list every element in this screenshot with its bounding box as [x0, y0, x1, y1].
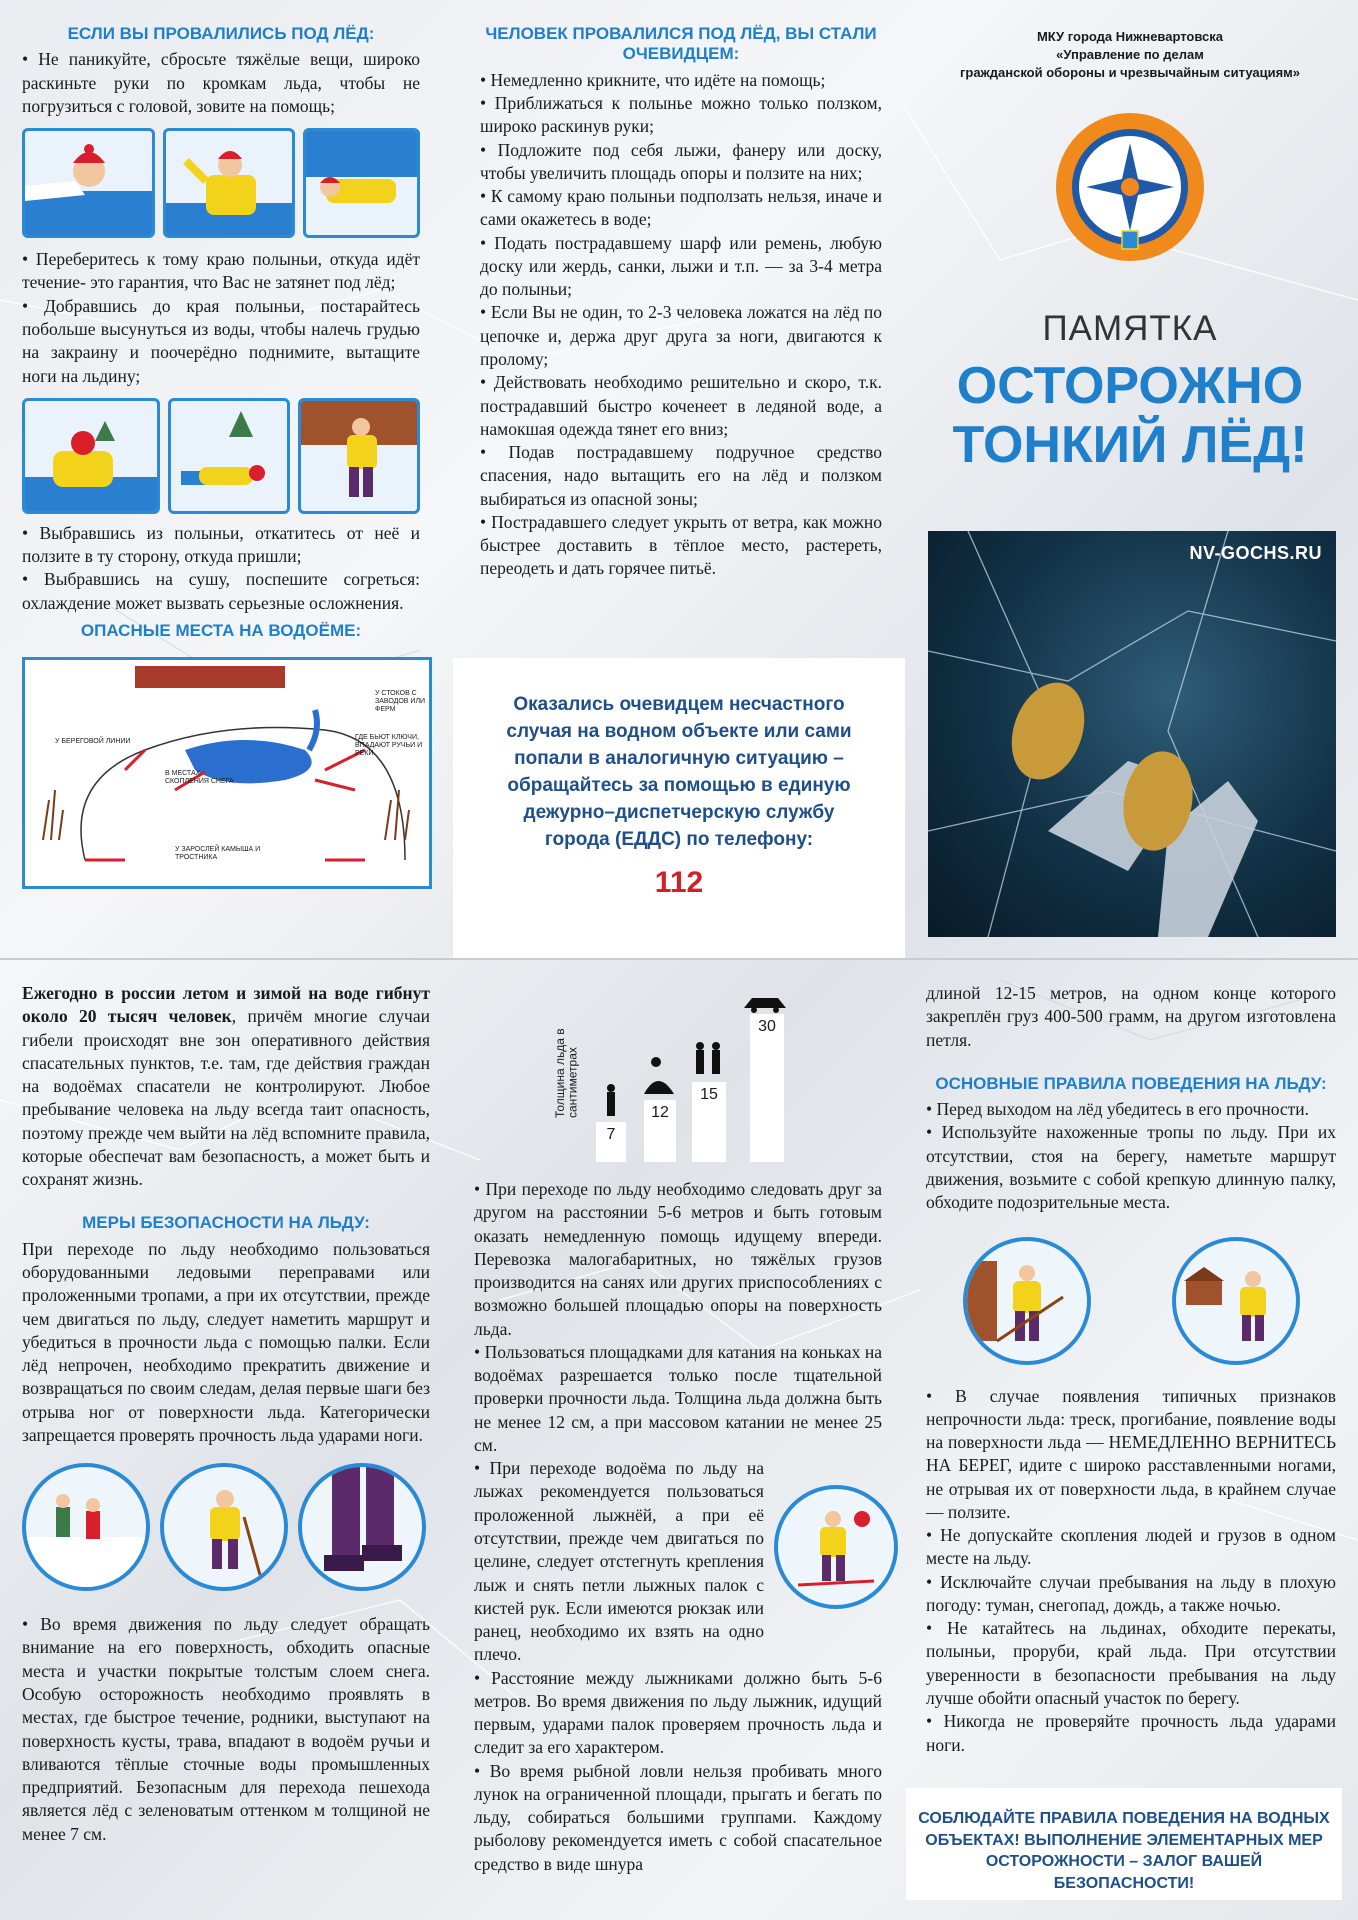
illustration-row-2 — [22, 398, 420, 514]
cover-photo — [928, 531, 1336, 937]
heading-basic-rules: ОСНОВНЫЕ ПРАВИЛА ПОВЕДЕНИЯ НА ЛЬДУ: — [935, 1073, 1327, 1093]
text-no-kicking: • Никогда не проверяйте прочность льда ударами ноги. — [926, 1711, 1336, 1755]
witness-item: • Подать пострадавшему шарф или ремень, любую доску или жердь, санки, лыжи и т.п. — за 3-4 метра до полыньи; — [480, 232, 882, 300]
illustration-lying-on-ice — [303, 128, 420, 238]
heading-dangerous-places: ОПАСНЫЕ МЕСТА НА ВОДОЁМЕ: — [80, 620, 362, 640]
illustration-crawling-away — [168, 398, 290, 514]
illustration-row-4 — [926, 1237, 1336, 1365]
text-skiing: • При переходе водоёма по льду на лыжах рекомендуется пользоваться проложенной лыжнёй, а при её отсутствии, прежде чем двигаться по целине, следует отстегнуть крепления лыж и снять петли лыжных палок с кистей рук. Если имеются рюкзак или ранец, необходимо их взять на одно плечо. — [474, 1458, 764, 1665]
text-skier-distance: • Расстояние между лыжниками должно быть 5-6 метров. Во время движения по льду лыжник, идущий первым, ударами палок проверяем прочность льда и следит за его характером. — [474, 1667, 882, 1758]
org-line-3: гражданской обороны и чрезвычайным ситуациям» — [959, 65, 1301, 81]
heading-witness: ЧЕЛОВЕК ПРОВАЛИЛСЯ ПОД ЛЁД, ВЫ СТАЛИ ОЧЕВИДЦЕМ: — [485, 24, 877, 64]
bar-30-label: 30 — [758, 1018, 776, 1035]
intro-rest: , причём многие случаи гибели происходят вне зон оперативного действия спасательных пунктов, т.е. там, где действия граждан на водоёмах спасатели не контролируют. Любое пребывание человека на льду всегда таит опасность, поэтому прежде чем выйти на лёд вспомните правила, которые обеспечат вам безопасность, а может быть и сохранят жизнь. — [22, 1006, 430, 1190]
illustration-skier — [774, 1485, 898, 1609]
text-check-strength: • Перед выходом на лёд убедитесь в его прочности. — [926, 1099, 1310, 1120]
text-crossing-rules: При переходе по льду необходимо пользоваться оборудованными ледовыми переправами или проложенными тропами, а при их отсутствии, прежде чем двигаться по льду, следует наметить маршрут и убедиться в прочности льда с помощью палки. Если лёд непрочен, необходимо прекратить движение и возвращаться по своим следам, делая первые шаги без отрыва ног от поверхности льда. Категорически запрещается проверять прочность льда ударами ноги. — [22, 1238, 430, 1445]
text-get-warm: • Выбравшись на сушу, поспешите согреться: охлаждение может вызвать серьезные осложнения. — [22, 569, 420, 613]
map-label-drains: У СТОКОВ С ЗАВОДОВ ИЛИ ФЕРМ — [375, 690, 426, 713]
illustration-arms-spread — [163, 128, 296, 238]
map-dangerous-places — [22, 657, 432, 889]
illustration-legs-closeup — [298, 1463, 426, 1591]
heading-safety-measures: МЕРЫ БЕЗОПАСНОСТИ НА ЛЬДУ: — [82, 1213, 370, 1233]
map-label-springs: ГДЕ БЬЮТ КЛЮЧИ, ВПАДАЮТ РУЧЬИ И РЕКИ — [355, 734, 423, 757]
footer-box — [906, 1788, 1342, 1900]
witness-item: • Немедленно крикните, что идёте на помощь; — [480, 69, 826, 90]
illustration-walking-to-shore — [298, 398, 420, 514]
text-dont-panic: • Не паникуйте, сбросьте тяжёлые вещи, широко раскиньте руки по кромкам льда, чтобы не погрузиться с головой, зовите на помощь; — [22, 49, 420, 116]
text-use-paths: • Используйте нахоженные тропы по льду. При их отсутствии, стоя на берегу, наметьте маршрут движения, возьмите с собой крепкую длинную палку, обходите подозрительные места. — [926, 1122, 1336, 1213]
text-skating: • Пользоваться площадками для катания на коньках на водоёмах разрешается только после тщательной проверки прочности льда. Толщина льда должна быть не менее 12 см, а при массовом катании не менее 25 см. — [474, 1341, 882, 1455]
bar-12-label: 12 — [651, 1104, 669, 1121]
witness-item: • Если Вы не один, то 2-3 человека ложатся на лёд по цепочке и, держа друг друга за ноги, двигаются к пролому; — [480, 302, 882, 369]
witness-item: • Подложите под себя лыжи, фанеру или доску, чтобы увеличить площадь опоры и ползите на них; — [480, 139, 882, 183]
witness-item: • Подав пострадавшему подручное средство спасения, надо вытащить его на лёд и ползком выбираться из опасной зоны; — [480, 442, 882, 509]
callout-box — [453, 658, 905, 958]
text-no-crowding: • Не допускайте скопления людей и грузов в одном месте на льду. — [926, 1525, 1336, 1569]
illustration-person-in-water — [22, 128, 155, 238]
skiing-block — [474, 1457, 882, 1666]
text-no-floes: • Не катайтесь на льдинах, обходите перекаты, полыньи, проруби, край льда. При отсутствии уверенности в безопасности пребывания на льду лучше обойти опасный участок по берегу. — [926, 1618, 1336, 1708]
text-climb-out: • Добравшись до края полыньи, постарайтесь побольше высунуться из воды, чтобы налечь грудью на закраину и поочерёдно поднимите, вытащите ноги на льдину; — [22, 295, 420, 386]
column-ice-thickness — [474, 982, 882, 1876]
text-fishing: • Во время рыбной ловли нельзя пробивать много лунок на ограниченной площади, прыгать и бегать по льду, собираться большими группами. Каждому рыболову рекомендуется иметь с собой спасательное средство в виде шнура — [474, 1760, 882, 1874]
text-move-to-current: • Переберитесь к тому краю полыньи, откуда идёт течение- это гарантия, что Вас не затянет под лёд; — [22, 249, 420, 293]
memo-label: ПАМЯТКА — [1042, 308, 1218, 348]
map-label-reeds: У ЗАРОСЛЕЙ КАМЫША И ТРОСТНИКА — [175, 846, 261, 861]
bar-7-label: 7 — [606, 1126, 616, 1143]
heading-fell-through: ЕСЛИ ВЫ ПРОВАЛИЛИСЬ ПОД ЛЁД: — [67, 24, 375, 43]
illustration-row-3 — [22, 1463, 430, 1591]
column-safety-measures — [22, 982, 430, 1846]
ice-thickness-chart — [474, 982, 882, 1178]
callout-text: Оказались очевидцем несчастного случая на водном объекте или сами попали в аналогичную ситуацию – обращайтесь за помощью в единую дежурно–диспетчерскую службу города (ЕДДС) по телефону: — [506, 694, 852, 850]
column-cover — [920, 28, 1340, 476]
column-witness — [480, 24, 882, 581]
site-url: NV-GOCHS.RU — [1189, 543, 1322, 563]
intro-text — [22, 982, 430, 1191]
chart-figures — [474, 982, 882, 1178]
chart-axis-label: Толщина льда в сантиметрах — [553, 1028, 580, 1118]
column-basic-rules — [926, 982, 1336, 1757]
witness-item: • Приближаться к полынье можно только ползком, широко раскинув руки; — [480, 93, 882, 137]
witness-item: • К самому краю полыньи подползать нельзя, иначе и сами окажетесь в воде; — [480, 186, 882, 230]
text-distance-between: • При переходе по льду необходимо следовать друг за другом на расстоянии 5-6 метров и быть готовым оказать немедленную помощь идущему впереди. Перевозка малогабаритных, но тяжёлых грузов производится на санях или других приспособлениях с возможно большей площадью опоры на поверхность льда. — [474, 1179, 882, 1339]
emergency-phone: 112 — [654, 865, 704, 899]
emblem-logo — [1052, 109, 1208, 265]
witness-list — [480, 69, 882, 581]
illustration-walking-group — [22, 1463, 150, 1591]
org-line-1: МКУ города Нижневартовска — [1036, 29, 1224, 44]
map-label-snow: В МЕСТАХ СКОПЛЕНИЯ СНЕГА — [165, 770, 234, 785]
footer-text: СОБЛЮДАЙТЕ ПРАВИЛА ПОВЕДЕНИЯ НА ВОДНЫХ ОБЪЕКТАХ! ВЫПОЛНЕНИЕ ЭЛЕМЕНТАРНЫХ МЕР ОСТОРОЖНОСТИ – ЗАЛОГ ВАШЕЙ БЕЗОПАСНОСТИ! — [918, 1810, 1330, 1892]
illustration-row-1 — [22, 128, 420, 238]
illustration-person-with-stick — [963, 1237, 1091, 1365]
text-watch-surface: • Во время движения по льду следует обращать внимание на его поверхность, обходить опасные места и участки покрытые толстым слоем снега. Особую осторожность необходимо проявлять в местах, где быстрое течение, родники, выступают на поверхность кусты, трава, впадают в водоём ручьи и вливаются тёплые сточные воды промышленных предприятий. Безопасным для перехода пешехода является лёд с зеленоватым оттенком м толщиной не менее 7 см. — [22, 1614, 430, 1844]
illustration-walking-shore — [1172, 1237, 1300, 1365]
text-bad-weather: • Исключайте случаи пребывания на льду в плохую погоду: туман, снегопад, дождь, а также ночью. — [926, 1571, 1336, 1615]
witness-item: • Действовать необходимо решительно и скоро, т.к. пострадавший быстро коченеет в ледяной воде, а намокшая одежда тянет его вниз; — [480, 372, 882, 439]
illustration-stick-check — [160, 1463, 288, 1591]
bar-15-label: 15 — [700, 1086, 718, 1103]
text-rope-length: длиной 12-15 метров, на одном конце которого закреплён груз 400-500 грамм, на другом изготовлена петля. — [926, 983, 1336, 1050]
text-warning-signs: • В случае появления типичных признаков непрочности льда: треск, прогибание, появление воды на поверхности льда — НЕМЕДЛЕННО ВЕРНИТЕСЬ НА БЕРЕГ, идите с широко расставленными ногами, не отрывая их от поверхности льда, в крайнем случае — ползите. — [926, 1385, 1336, 1522]
text-roll-away: • Выбравшись из полыньи, откатитесь от неё и ползите в ту сторону, откуда пришли; — [22, 522, 420, 567]
title-line-1: ОСТОРОЖНО — [956, 356, 1304, 415]
fold-line — [0, 958, 1358, 960]
illustration-climbing-edge — [22, 398, 160, 514]
map-label-shoreline: У БЕРЕГОВОЙ ЛИНИИ — [55, 738, 131, 746]
intro-bold: Ежегодно в россии летом и зимой на воде гибнут около 20 тысяч человек — [22, 983, 430, 1027]
org-line-2: «Управление по делам — [1056, 47, 1204, 63]
title-line-2: ТОНКИЙ ЛЁД! — [952, 416, 1308, 475]
column-fell-through-ice — [22, 24, 426, 889]
witness-item: • Пострадавшего следует укрыть от ветра, как можно быстрее доставить в тёплое место, растереть, переодеть и дать горячее питьё. — [480, 511, 882, 579]
